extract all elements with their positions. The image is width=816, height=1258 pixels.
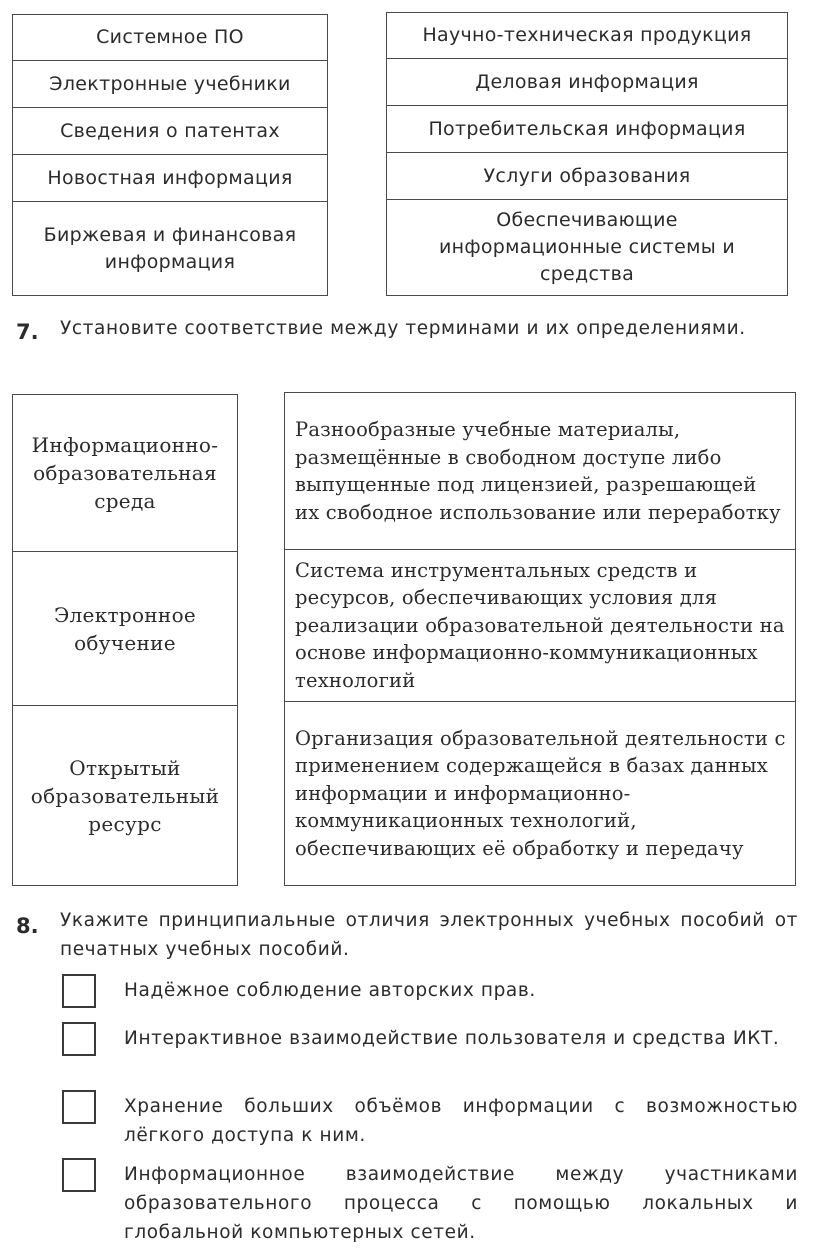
table-cell: Обеспечивающие информационные системы и средства: [387, 199, 787, 295]
checkbox[interactable]: [62, 974, 96, 1008]
question-number: 7.: [16, 320, 39, 344]
terms-table: [12, 394, 238, 886]
right-category-table: [386, 12, 788, 296]
question-number: 8.: [16, 914, 39, 938]
checkbox[interactable]: [62, 1090, 96, 1124]
definition-cell: Организация образовательной деятельности с применением содержащейся в базах данных информации и информационно-коммуникационных технологий, обеспечивающих её обработку и передачу: [285, 701, 795, 885]
table-cell: Системное ПО: [96, 26, 244, 48]
term-cell: Электронное обучение: [13, 551, 237, 705]
answer-option[interactable]: [62, 1022, 798, 1084]
option-label: Интерактивное взаимодействие пользователя и средства ИКТ.: [124, 1028, 780, 1049]
table-cell: Научно-техническая продукция: [422, 24, 752, 46]
question-text: Укажите принципиальные отличия электронных учебных пособий от печатных учебных пособий.: [60, 910, 798, 960]
left-category-table: [12, 14, 328, 296]
term-cell: Открытый образовательный ресурс: [13, 705, 237, 885]
definition-cell: Система инструментальных средств и ресурсов, обеспечивающих условия для реализации образовательной деятельности на основе информационно-коммуникационных технологий: [285, 549, 795, 701]
definition-cell: Разнообразные учебные материалы, размещённые в свободном доступе либо выпущенные под лицензией, разрешающей их свободное использование или переработку: [295, 418, 781, 524]
table-cell: Услуги образования: [387, 152, 787, 199]
answer-option[interactable]: [62, 1158, 798, 1250]
option-label: Информационное взаимодействие между участниками образовательного процесса с помощью локальных и глобальной компьютерных сетей.: [124, 1164, 798, 1243]
table-cell: Сведения о патентах: [13, 107, 327, 154]
table-cell: Потребительская информация: [387, 105, 787, 152]
answer-option[interactable]: [62, 974, 798, 1014]
option-label: Хранение больших объёмов информации с возможностью лёгкого доступа к ним.: [124, 1096, 798, 1146]
table-cell: Деловая информация: [387, 58, 787, 105]
term-cell: Информационно-образовательная среда: [31, 433, 219, 513]
definitions-table: [284, 392, 796, 886]
table-cell: Биржевая и финансовая информация: [13, 201, 327, 295]
table-cell: Новостная информация: [13, 154, 327, 201]
answer-option[interactable]: [62, 1090, 798, 1152]
checkbox[interactable]: [62, 1158, 96, 1192]
option-label: Надёжное соблюдение авторских прав.: [124, 980, 536, 1001]
checkbox[interactable]: [62, 1022, 96, 1056]
table-cell: Электронные учебники: [13, 60, 327, 107]
question-text: Установите соответствие между терминами и их определениями.: [60, 318, 746, 339]
